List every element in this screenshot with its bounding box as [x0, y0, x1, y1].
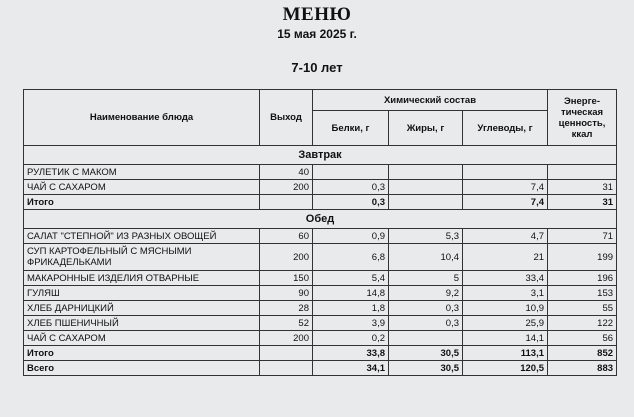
dish-protein: 0,9	[313, 229, 389, 244]
dish-energy	[548, 165, 617, 180]
dish-protein: 14,8	[313, 286, 389, 301]
grand-total-label: Всего	[24, 361, 260, 376]
table-row	[24, 286, 617, 301]
header-protein: Белки, г	[313, 111, 389, 146]
menu-date: 15 мая 2025 г.	[277, 27, 357, 41]
dish-name: СУП КАРТОФЕЛЬНЫЙ С МЯСНЫМИ ФРИКАДЕЛЬКАМИ	[24, 244, 260, 271]
dish-fat: 5	[389, 271, 463, 286]
total-protein: 33,8	[313, 346, 389, 361]
dish-protein: 1,8	[313, 301, 389, 316]
header-chem: Химический состав	[313, 90, 548, 111]
dish-energy: 31	[548, 180, 617, 195]
dish-name: РУЛЕТИК С МАКОМ	[24, 165, 260, 180]
dish-energy: 71	[548, 229, 617, 244]
table-row	[24, 271, 617, 286]
total-fat: 30,5	[389, 346, 463, 361]
total-yield	[260, 346, 313, 361]
grand-total-yield	[260, 361, 313, 376]
dish-fat: 0,3	[389, 301, 463, 316]
dish-name: МАКАРОННЫЕ ИЗДЕЛИЯ ОТВАРНЫЕ	[24, 271, 260, 286]
total-label: Итого	[24, 346, 260, 361]
dish-fat	[389, 180, 463, 195]
total-energy: 852	[548, 346, 617, 361]
dish-carbs: 33,4	[463, 271, 548, 286]
dish-fat: 5,3	[389, 229, 463, 244]
dish-protein: 0,3	[313, 180, 389, 195]
dish-fat	[389, 165, 463, 180]
table-row	[24, 316, 617, 331]
table-row	[24, 301, 617, 316]
dish-carbs: 14,1	[463, 331, 548, 346]
dish-name: ЧАЙ С САХАРОМ	[24, 331, 260, 346]
dish-fat: 9,2	[389, 286, 463, 301]
total-carbs: 7,4	[463, 195, 548, 210]
section-breakfast: Завтрак	[24, 146, 617, 165]
total-protein: 0,3	[313, 195, 389, 210]
dish-carbs: 10,9	[463, 301, 548, 316]
total-label: Итого	[24, 195, 260, 210]
dish-name: ХЛЕБ ДАРНИЦКИЙ	[24, 301, 260, 316]
dish-name: САЛАТ "СТЕПНОЙ" ИЗ РАЗНЫХ ОВОЩЕЙ	[24, 229, 260, 244]
header-yield: Выход	[260, 90, 313, 146]
dish-carbs: 21	[463, 244, 548, 271]
total-energy: 31	[548, 195, 617, 210]
dish-fat	[389, 331, 463, 346]
dish-energy: 56	[548, 331, 617, 346]
page-title: МЕНЮ	[282, 4, 352, 25]
dish-carbs: 7,4	[463, 180, 548, 195]
age-group: 7-10 лет	[291, 60, 343, 75]
dish-fat: 0,3	[389, 316, 463, 331]
header-carbs: Углеводы, г	[463, 111, 548, 146]
grand-total-energy: 883	[548, 361, 617, 376]
table-row	[24, 180, 617, 195]
dish-energy: 153	[548, 286, 617, 301]
dish-protein	[313, 165, 389, 180]
dish-protein: 0,2	[313, 331, 389, 346]
dish-carbs: 25,9	[463, 316, 548, 331]
total-fat	[389, 195, 463, 210]
table-row	[24, 165, 617, 180]
grand-total-fat: 30,5	[389, 361, 463, 376]
header-fat: Жиры, г	[389, 111, 463, 146]
dish-energy: 122	[548, 316, 617, 331]
dish-energy: 199	[548, 244, 617, 271]
dish-carbs: 3,1	[463, 286, 548, 301]
breakfast-total-row	[24, 195, 617, 210]
dish-yield: 200	[260, 331, 313, 346]
dish-carbs	[463, 165, 548, 180]
header-name: Наименование блюда	[24, 90, 260, 146]
dish-yield: 200	[260, 180, 313, 195]
total-carbs: 113,1	[463, 346, 548, 361]
dish-protein: 5,4	[313, 271, 389, 286]
dish-yield: 200	[260, 244, 313, 271]
dish-energy: 196	[548, 271, 617, 286]
menu-table	[23, 89, 617, 376]
lunch-total-row	[24, 346, 617, 361]
table-row	[24, 244, 617, 271]
dish-yield: 60	[260, 229, 313, 244]
table-row	[24, 229, 617, 244]
grand-total-row	[24, 361, 617, 376]
dish-yield: 90	[260, 286, 313, 301]
total-yield	[260, 195, 313, 210]
dish-name: ЧАЙ С САХАРОМ	[24, 180, 260, 195]
dish-protein: 6,8	[313, 244, 389, 271]
dish-yield: 150	[260, 271, 313, 286]
grand-total-protein: 34,1	[313, 361, 389, 376]
section-lunch: Обед	[24, 210, 617, 229]
dish-carbs: 4,7	[463, 229, 548, 244]
dish-name: ГУЛЯШ	[24, 286, 260, 301]
dish-fat: 10,4	[389, 244, 463, 271]
dish-energy: 55	[548, 301, 617, 316]
header-energy: Энерге-тическая ценность, ккал	[548, 90, 617, 146]
grand-total-carbs: 120,5	[463, 361, 548, 376]
dish-yield: 28	[260, 301, 313, 316]
table-row	[24, 331, 617, 346]
dish-protein: 3,9	[313, 316, 389, 331]
dish-name: ХЛЕБ ПШЕНИЧНЫЙ	[24, 316, 260, 331]
dish-yield: 40	[260, 165, 313, 180]
dish-yield: 52	[260, 316, 313, 331]
